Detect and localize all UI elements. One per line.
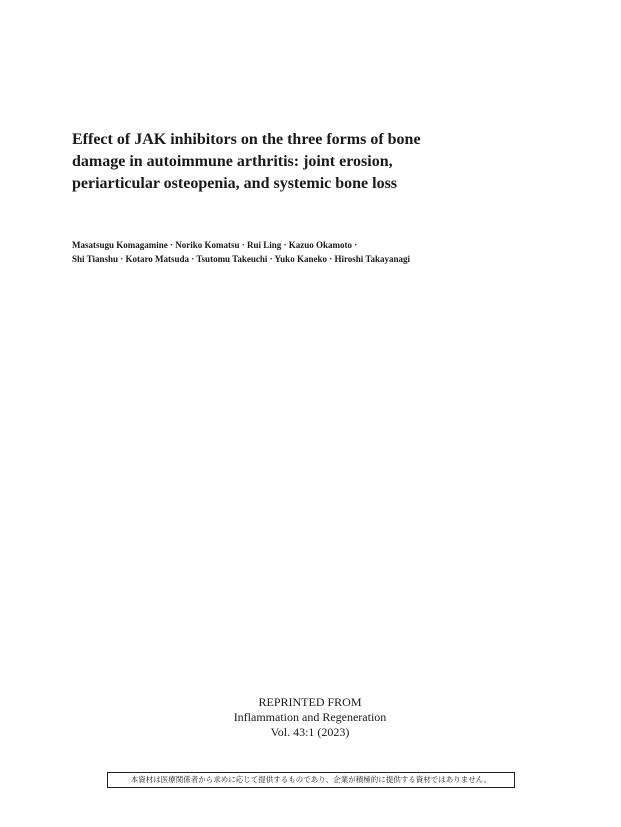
author-line-1: Masatsugu Komagamine · Noriko Komatsu · Rui Ling · Kazuo Okamoto ·	[72, 240, 358, 250]
disclaimer-box: 本資材は医療関係者から求めに応じて提供するものであり、企業が積極的に提供する資材ではありません。	[107, 772, 515, 788]
title-line-2: damage in autoimmune arthritis: joint erosion,	[72, 153, 393, 170]
paper-title	[72, 129, 492, 195]
journal-name: Inflammation and Regeneration	[233, 710, 387, 724]
title-line-1: Effect of JAK inhibitors on the three forms of bone	[72, 131, 421, 148]
title-line-3: periarticular osteopenia, and systemic bone loss	[72, 175, 398, 192]
author-line-2: Shi Tianshu · Kotaro Matsuda · Tsutomu Takeuchi · Yuko Kaneko · Hiroshi Takayanagi	[72, 254, 411, 264]
volume-info: Vol. 43:1 (2023)	[270, 725, 350, 739]
author-list	[72, 238, 552, 266]
reprint-notice	[210, 695, 410, 740]
reprint-heading: REPRINTED FROM	[258, 695, 362, 709]
